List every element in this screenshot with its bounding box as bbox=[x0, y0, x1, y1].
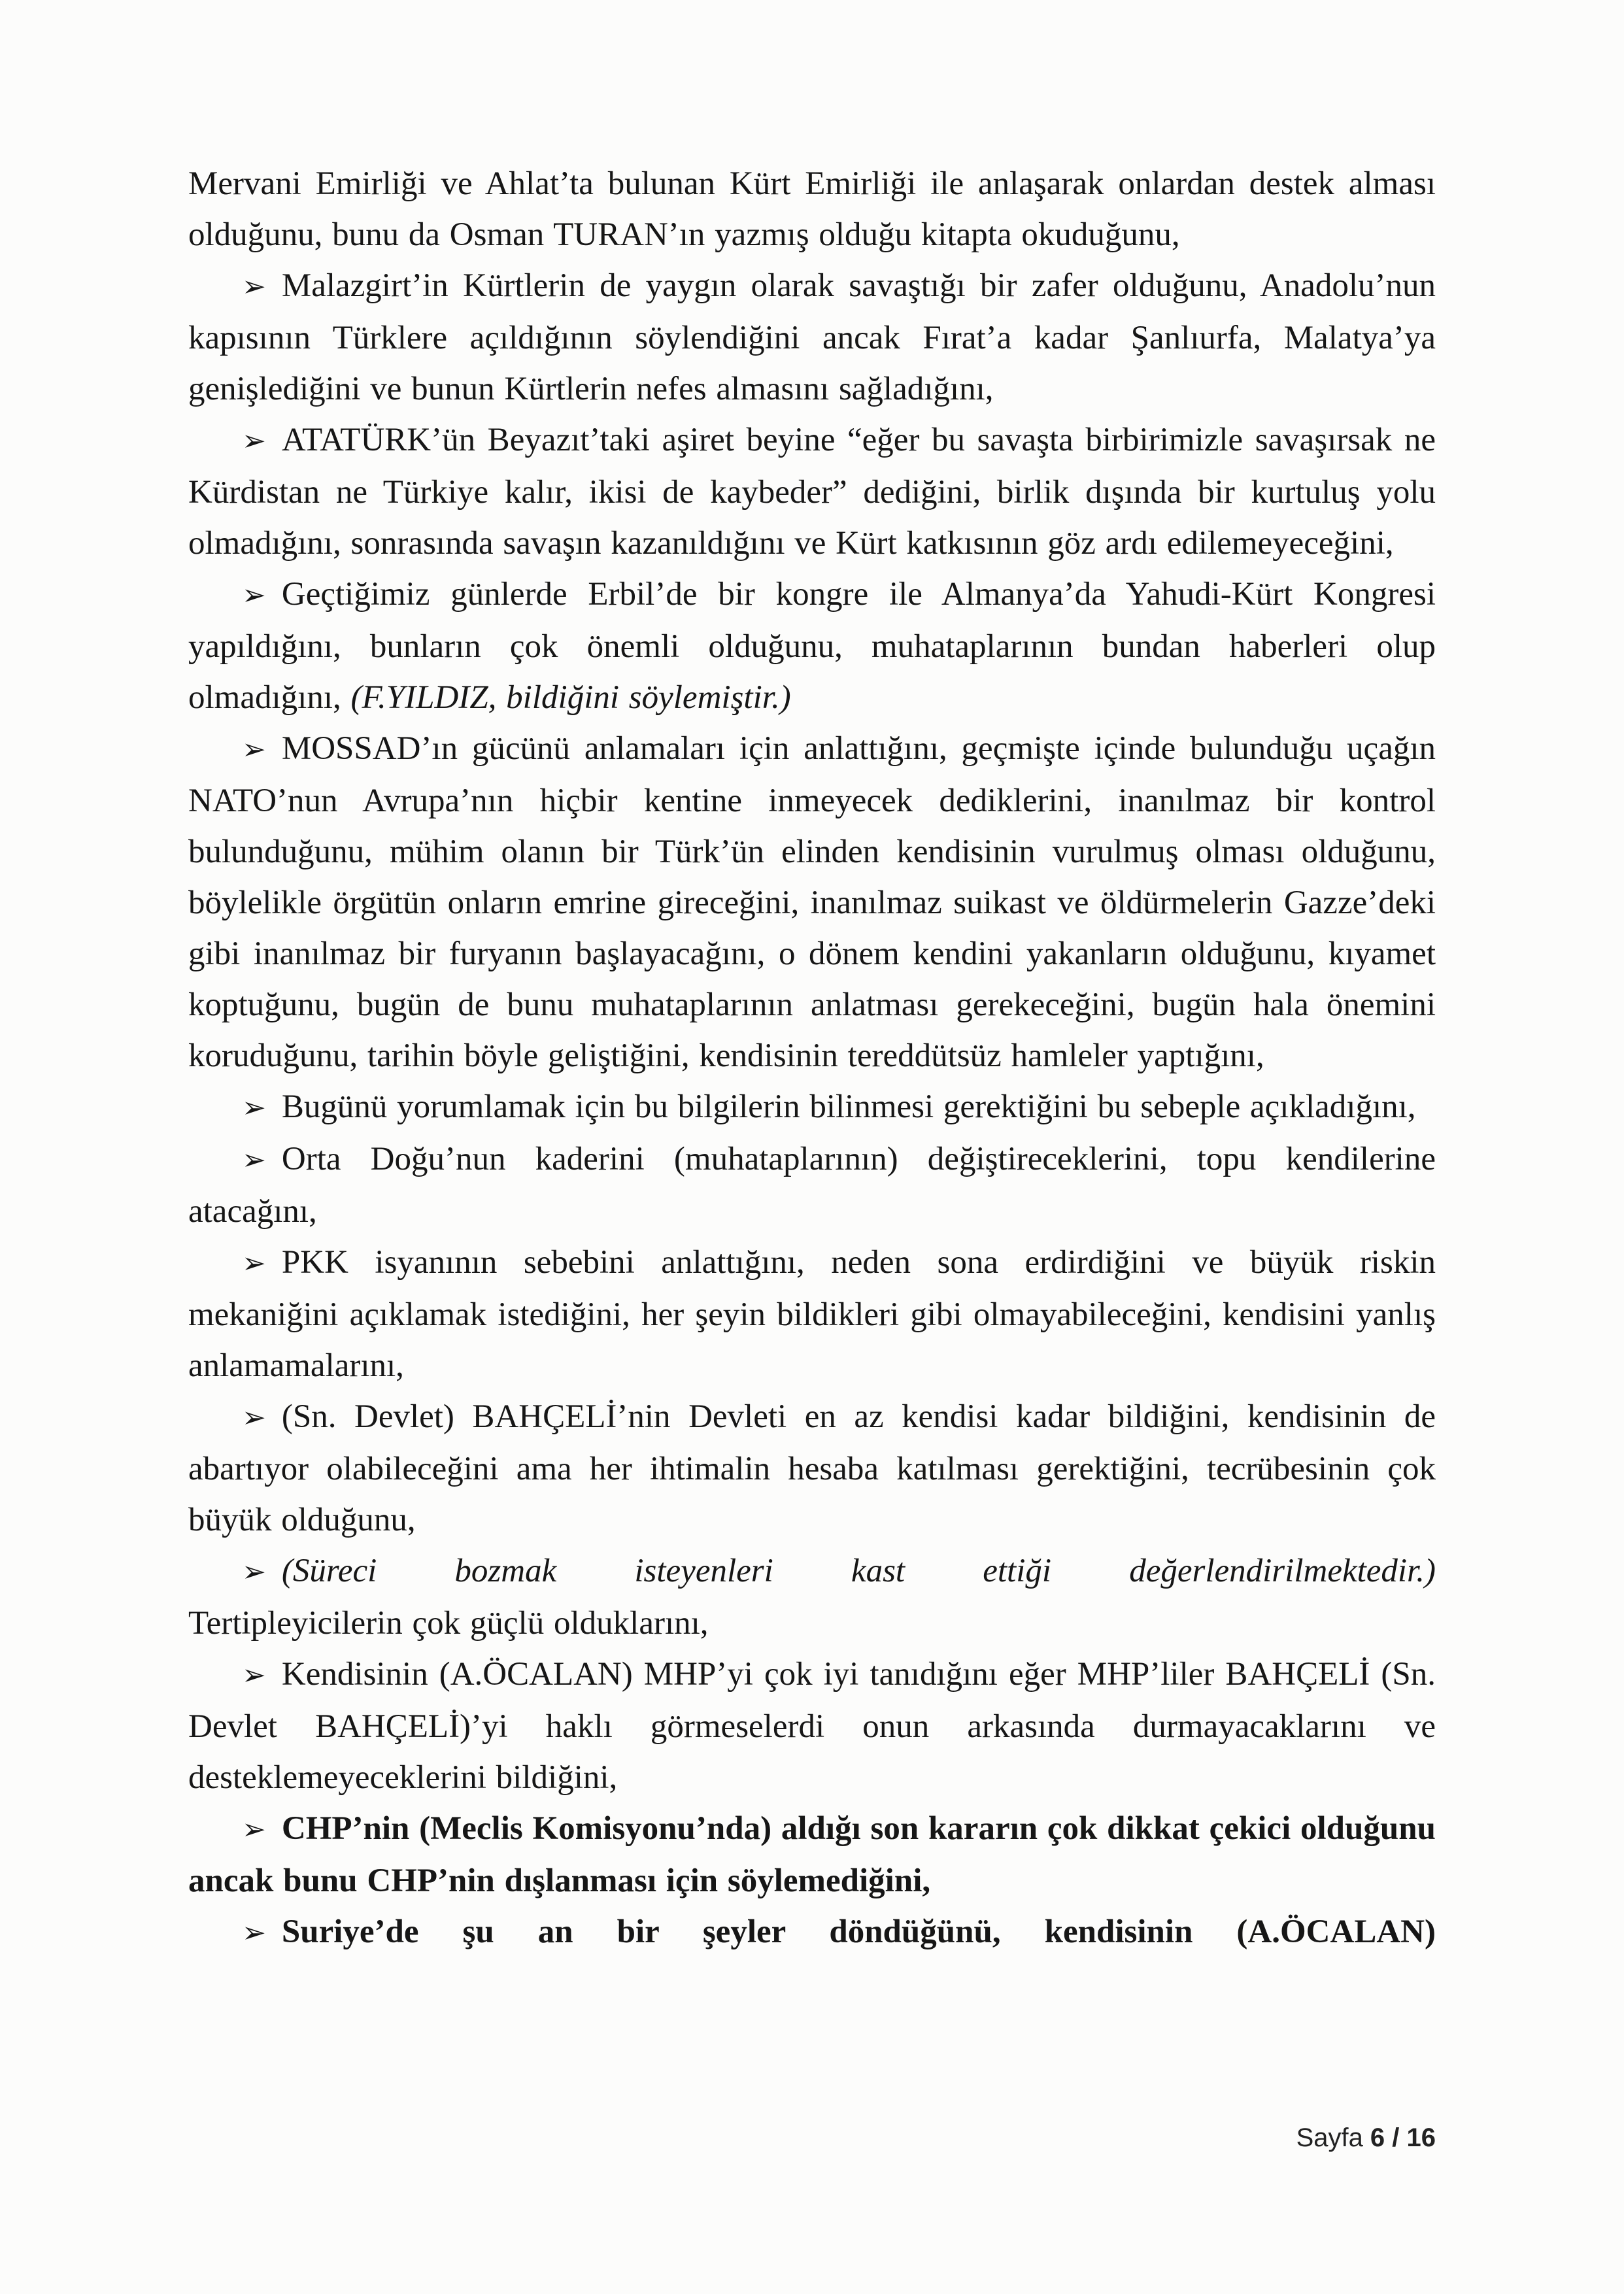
bullet-paragraph bbox=[188, 1391, 1436, 1545]
text-segment: Kendisinin (A.ÖCALAN) MHP’yi çok iyi tanıdığını eğer MHP’liler BAHÇELİ (Sn. Devlet BAHÇELİ)’yi haklı görmeselerdi onun arkasında durmayacaklarını ve desteklemeyeceklerini bildiğini, bbox=[188, 1656, 1436, 1796]
text-segment: Malazgirt’in Kürtlerin de yaygın olarak savaştığı bir zafer olduğunu, Anadolu’nun kapısının Türklere açıldığının söylendiğini ancak Fırat’a kadar Şanlıurfa, Malatya’ya genişlediğini ve bunun Kürtlerin nefes almasını sağladığını, bbox=[188, 267, 1436, 407]
bullet-paragraph bbox=[188, 569, 1436, 723]
bullet-arrow-icon: ➢ bbox=[242, 270, 266, 303]
text-segment: Suriye’de şu an bir şeyler döndüğünü, kendisinin (A.ÖCALAN) bbox=[281, 1914, 1436, 1950]
bullet-arrow-icon: ➢ bbox=[242, 1659, 266, 1692]
text-segment: Geçtiğimiz günlerde Erbil’de bir kongre ile Almanya’da Yahudi-Kürt Kongresi yapıldığını, bunların çok önemli olduğunu, muhataplarının bundan haberleri olup olmadığını, bbox=[188, 576, 1436, 716]
text-segment: CHP’nin (Meclis Komisyonu’nda) aldığı son kararın çok dikkat çekici olduğunu ancak bunu CHP’nin dışlanması için söylemediğini, bbox=[188, 1810, 1436, 1899]
bullet-paragraph bbox=[188, 1134, 1436, 1237]
text-segment: MOSSAD’ın gücünü anlamaları için anlattığını, geçmişte içinde bulunduğu uçağın NATO’nun Avrupa’nın hiçbir kentine inmeyecek dediklerini, inanılmaz bir kontrol bulunduğunu, mühim olanın bir Türk’ün elinden kendisinin vurulmuş olması olduğunu, böylelikle örgütün onların emrine gireceğini, inanılmaz suikast ve öldürmelerin Gazze’deki gibi inanılmaz bir furyanın başlayacağını, o dönem kendini yakanların olduğunu, kıyamet koptuğunu, bugün de bunu muhataplarının anlatması gerekeceğini, bugün hala önemini koruduğunu, tarihin böyle geliştiğini, kendisinin tereddütsüz hamleler yaptığını, bbox=[188, 730, 1436, 1074]
bullet-arrow-icon: ➢ bbox=[242, 579, 266, 612]
bullet-arrow-icon: ➢ bbox=[242, 424, 266, 458]
bullet-paragraph bbox=[188, 1803, 1436, 1906]
footer-page-number: 6 / 16 bbox=[1370, 2123, 1436, 2152]
text-segment: (Sn. Devlet) BAHÇELİ’nin Devleti en az kendisi kadar bildiğini, kendisinin de abartıyor olabileceğini ama her ihtimalin hesaba katılması gerektiğini, tecrübesinin çok büyük olduğunu, bbox=[188, 1398, 1436, 1538]
document-body bbox=[188, 158, 1436, 1959]
page-footer bbox=[1296, 2123, 1436, 2153]
text-segment: Orta Doğu’nun kaderini (muhataplarının) değiştireceklerini, topu kendilerine atacağını, bbox=[188, 1141, 1436, 1230]
paragraph bbox=[188, 1598, 1436, 1649]
bullet-paragraph bbox=[188, 414, 1436, 569]
bullet-arrow-icon: ➢ bbox=[242, 1143, 266, 1177]
bullet-paragraph bbox=[188, 260, 1436, 414]
bullet-arrow-icon: ➢ bbox=[242, 1555, 266, 1589]
text-segment: Mervani Emirliği ve Ahlat’ta bulunan Kürt Emirliği ile anlaşarak onlardan destek alması olduğunu, bunu da Osman TURAN’ın yazmış olduğu kitapta okuduğunu, bbox=[188, 165, 1436, 253]
bullet-paragraph bbox=[188, 1545, 1436, 1598]
bullet-arrow-icon: ➢ bbox=[242, 1813, 266, 1846]
bullet-paragraph bbox=[188, 1081, 1436, 1134]
bullet-arrow-icon: ➢ bbox=[242, 1916, 266, 1949]
bullet-paragraph bbox=[188, 1649, 1436, 1803]
text-segment: PKK isyanının sebebini anlattığını, neden sona erdirdiğini ve büyük riskin mekaniğini açıklamak istediğini, her şeyin bildikleri gibi olmayabileceğini, kendisini yanlış anlamamalarını, bbox=[188, 1244, 1436, 1384]
paragraph bbox=[188, 158, 1436, 260]
text-segment: ATATÜRK’ün Beyazıt’taki aşiret beyine “eğer bu savaşta birbirimizle savaşırsak ne Kürdistan ne Türkiye kalır, ikisi de kaybeder” dediğini, birlik dışında bir kurtuluş yolu olmadığını, sonrasında savaşın kazanıldığını ve Kürt katkısının göz ardı edilemeyeceğini, bbox=[188, 422, 1436, 562]
text-segment: Bugünü yorumlamak için bu bilgilerin bilinmesi gerektiğini bu sebeple açıkladığını, bbox=[281, 1088, 1416, 1125]
footer-label: Sayfa bbox=[1296, 2123, 1363, 2152]
text-segment: (F.YILDIZ, bildiğini söylemiştir.) bbox=[350, 679, 791, 716]
bullet-arrow-icon: ➢ bbox=[242, 733, 266, 766]
bullet-paragraph bbox=[188, 1906, 1436, 1959]
bullet-paragraph bbox=[188, 723, 1436, 1081]
bullet-arrow-icon: ➢ bbox=[242, 1091, 266, 1124]
text-segment: (Süreci bozmak isteyenleri kast ettiği değerlendirilmektedir.) bbox=[281, 1553, 1436, 1589]
bullet-arrow-icon: ➢ bbox=[242, 1401, 266, 1434]
bullet-paragraph bbox=[188, 1237, 1436, 1391]
text-segment: Tertipleyicilerin çok güçlü olduklarını, bbox=[188, 1605, 709, 1642]
bullet-arrow-icon: ➢ bbox=[242, 1247, 266, 1280]
